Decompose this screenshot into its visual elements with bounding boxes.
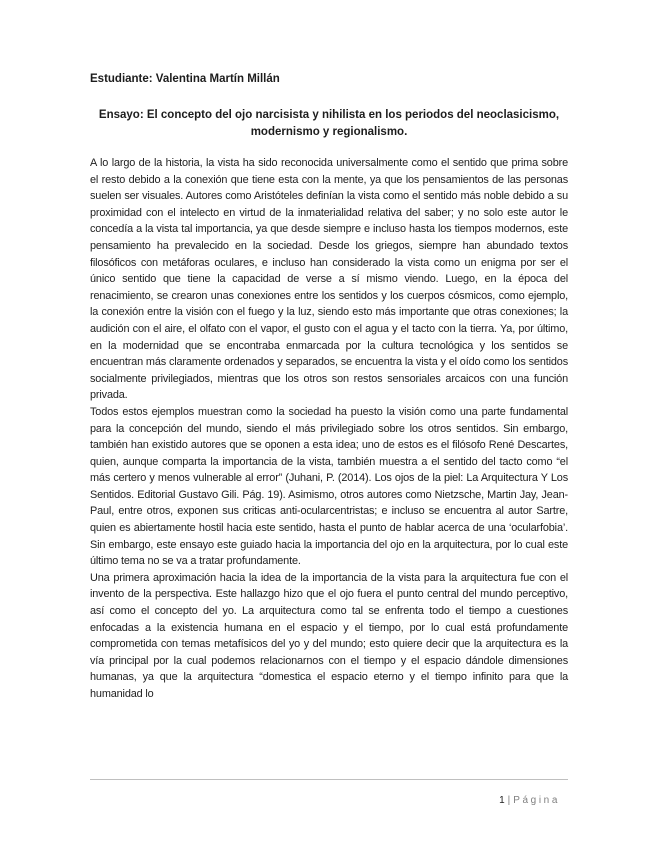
page-number: 1 <box>499 795 505 806</box>
footer-separator: | <box>507 795 511 806</box>
essay-title: Ensayo: El concepto del ojo narcisista y nihilista en los periodos del neoclasicismo, modernismo y regionalismo. <box>98 109 560 138</box>
page-label: Página <box>513 795 560 806</box>
paragraph: A lo largo de la historia, la vista ha sido reconocida universalmente como el sentido que prima sobre el resto debido a la conexión que tiene esta con la mente, ya que los pensamientos de las personas suelen ser visuales. Autores como Aristóteles definían la vista como el sentido más noble debido a su proximidad con el intelecto en virtud de la inmaterialidad relativa del saber; y no solo este autor le concedía a la vista tal importancia, ya que desde siempre e incluso hasta los tiempos modernos, este pensamiento ha prevalecido en la sociedad. Desde los griegos, siempre han abundado textos filosóficos con metáforas oculares, e incluso han considerado la vista como un enigma por ser el único sentido que tiene la capacidad de verse a sí mismo viendo. Luego, en la época del renacimiento, se crearon unas conexiones entre los sentidos y los cuerpos cósmicos, como ejemplo, la conexión entre la visión con el fuego y la luz, siendo esto más importante que otras conexiones; la audición con el aire, el olfato con el vapor, el gusto con el agua y el tacto con la tierra. Ya, por último, en la modernidad que se encontraba enmarcada por la cultura tecnológica y los sentidos se encuentran más claramente ordenados y separados, se encuentra la vista y el oído como los sentidos socialmente privilegiados, mientras que los otros son restos sensoriales arcaicos con una función privada. <box>90 157 568 402</box>
student-name: Estudiante: Valentina Martín Millán <box>90 73 280 85</box>
essay-body <box>90 155 568 703</box>
paragraph: Todos estos ejemplos muestran como la sociedad ha puesto la visión como una parte fundamental para la concepción del mundo, siendo el más privilegiado sobre los otros sentidos. Sin embargo, también han existido autores que se oponen a esta idea; uno de estos es el filósofo René Descartes, quien, aunque comparta la importancia de la vista, también muestra a el sentido del tacto como “el más certero y menos vulnerable al error” (Juhani, P. (2014). Los ojos de la piel: La Arquitectura Y Los Sentidos. Editorial Gustavo Gili. Pág. 19). Asimismo, otros autores como Nietzsche, Martin Jay, Jean-Paul, entre otros, exponen sus criticas anti-ocularcentristas; e incluso se encuentra al autor Sartre, quien es abiertamente hostil hacia este sentido, hasta el punto de hablar acerca de una ‘ocularfobia’. Sin embargo, este ensayo este guiado hacia la importancia del ojo en la arquitectura, por lo cual este último tema no se va a tratar profundamente. <box>90 405 568 568</box>
paragraph: Una primera aproximación hacia la idea de la importancia de la vista para la arquitectura fue con el invento de la perspectiva. Este hallazgo hizo que el ojo fuera el punto central del mundo perceptivo, así como el concepto del yo. La arquitectura como tal se enfrenta todo el tiempo a cuestiones enfocadas a la existencia humana en el espacio y el tiempo, por lo cual está profundamente comprometida con temas metafísicos del yo y del mundo; esto quiere decir que la arquitectura es la vía principal por la cual podemos relacionarnos con el tiempo y el espacio dándole dimensiones humanas, ya que la arquitectura “domestica el espacio eterno y el tiempo infinito para que la humanidad lo <box>90 571 568 700</box>
page-footer <box>499 795 560 806</box>
footer-divider <box>90 779 568 780</box>
